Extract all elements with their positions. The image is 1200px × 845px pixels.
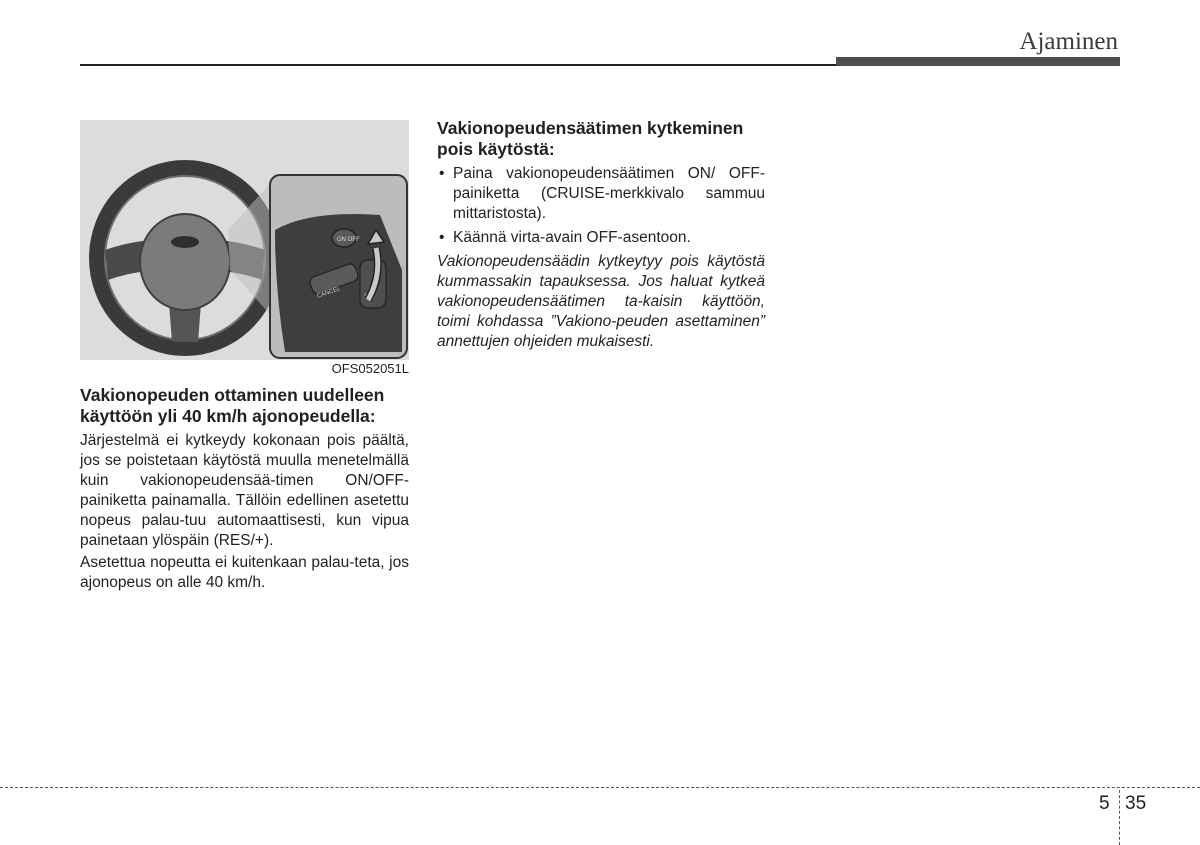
right-column [437, 118, 765, 352]
footer-dashed-rule [0, 787, 1200, 788]
set-button-label: SET [364, 294, 376, 300]
left-column [80, 385, 409, 595]
header-rule [80, 64, 836, 66]
figure-caption: OFS052051L [331, 361, 409, 376]
paragraph-resume-2: Asetettua nopeutta ei kuitenkaan palau-teta, jos ajonopeus on alle 40 km/h. [80, 554, 409, 591]
page-number: 35 [1125, 793, 1147, 814]
header-bar [836, 57, 1120, 66]
bullet-icon: • [439, 165, 445, 182]
section-heading-disable: Vakionopeudensäätimen kytkeminen pois käytöstä: [437, 118, 744, 159]
paragraph-resume-1: Järjestelmä ei kytkeydy kokonaan pois päältä, jos se poistetaan käytöstä muulla menetelmällä kuin vakionopeudensää-timen ON/OFF-painiketta painamalla. Tällöin edellinen asetettu nopeus palau-tuu automaattisesti, kun vipua painetaan ylöspäin (RES/+). [80, 432, 409, 549]
cancel-button-label: CANCEL [316, 285, 342, 300]
list-item [437, 228, 765, 248]
steering-wheel-illustration [80, 120, 409, 360]
chapter-number: 5 [1099, 793, 1110, 814]
on-off-button-label: ON OFF [337, 237, 360, 243]
list-item-text: Paina vakionopeudensäätimen ON/ OFF-painiketta (CRUISE-merkkivalo sammuu mittaristosta). [453, 165, 765, 222]
page-header-title: Ajaminen [1019, 28, 1118, 55]
section-heading-resume: Vakionopeuden ottaminen uudelleen käyttöön yli 40 km/h ajonopeudella: [80, 385, 385, 426]
italic-note: Vakionopeudensäädin kytkeytyy pois käytöstä kummassakin tapauksessa. Jos haluat kytkeä vakionopeudensäätimen ta-kaisin käyttöön, toimi kohdassa ”Vakiono-peuden asettaminen” annettujen ohjeiden mukaisesti. [437, 253, 765, 350]
list-item-text: Käännä virta-avain OFF-asentoon. [453, 229, 691, 246]
footer-dashed-divider [1119, 790, 1120, 845]
bullet-icon: • [439, 229, 445, 246]
list-item [437, 164, 765, 224]
bullet-list [437, 164, 765, 248]
